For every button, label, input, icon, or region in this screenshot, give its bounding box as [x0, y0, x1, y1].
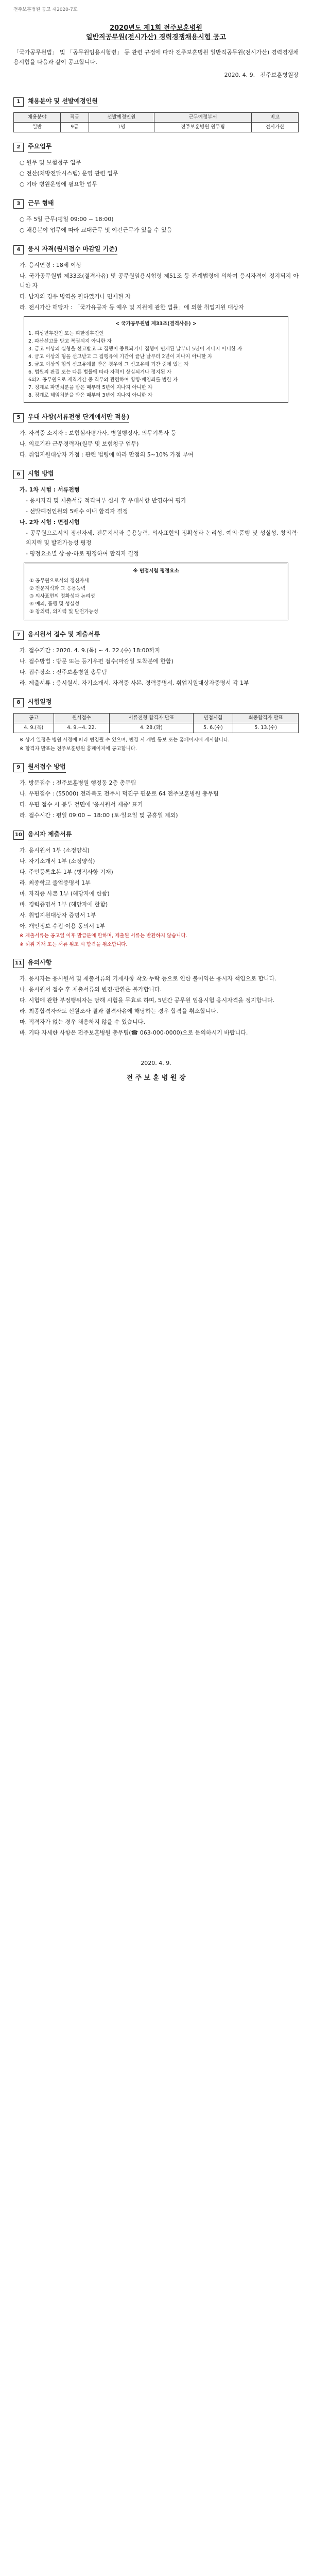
box-line: ⑤ 창의력, 의지력 및 발전가능성 — [29, 609, 98, 615]
box-line: 7. 징계로 파면처분을 받은 때부터 5년이 지나지 아니한 자 — [28, 385, 153, 391]
list-item: 나. 국가공무원법 제33조(결격사유) 및 공무원임용시험령 제51조 등 관계법령에 의하여 응시자격이 정지되지 아니한 자 — [20, 273, 299, 289]
list-item: 다. 접수장소 : 전주보훈병원 총무팀 — [20, 669, 107, 675]
table-header: 공고 — [14, 714, 54, 723]
table-header: 직급 — [61, 113, 89, 123]
list-item: 나. 2차 시험 : 면접시험 — [20, 519, 80, 526]
section-9-heading — [13, 762, 299, 773]
interview-criteria-box — [24, 563, 288, 620]
table-header: 최종합격자 발표 — [233, 714, 299, 723]
list-item: 마. 자격증 사본 1부 (해당자에 한함) — [20, 890, 110, 897]
box-line: 1. 피성년후견인 또는 피한정후견인 — [28, 331, 104, 336]
table-header: 비고 — [251, 113, 298, 123]
issue-date: 2020. 4. 9. — [224, 72, 255, 78]
section-number: 3 — [13, 199, 24, 209]
section-1-heading — [13, 96, 299, 107]
list-item: ○ 채용분야 업무에 따라 교대근무 및 야간근무가 있을 수 있음 — [20, 227, 172, 233]
box-line: 4. 금고 이상의 형을 선고받고 그 집행유예 기간이 끝난 날부터 2년이 지나지 아니한 자 — [28, 354, 213, 360]
intro-paragraph: 「국가공무원법」 및 「공무원임용시험령」 등 관련 규정에 따라 전주보훈병원 일반직공무원(전시가산) 경력경쟁채용시험을 다음과 같이 공고합니다. — [13, 49, 299, 65]
box-line: ④ 예의, 품행 및 성실성 — [29, 601, 80, 607]
section-8-heading — [13, 697, 299, 708]
list-item: 사. 취업지원대상자 증명서 1부 — [20, 912, 96, 919]
section-number: 5 — [13, 413, 24, 422]
list-item: 가. 1차 시험 : 서류전형 — [20, 486, 80, 493]
section-number: 6 — [13, 470, 24, 479]
section-title: 응시 자격(원서접수 마감일 기준) — [28, 244, 117, 255]
box-line: 3. 금고 이상의 실형을 선고받고 그 집행이 종료되거나 집행이 면제된 날부터 5년이 지나지 아니한 자 — [28, 346, 242, 352]
section-number: 8 — [13, 698, 24, 707]
section-title: 주요업무 — [28, 142, 51, 152]
list-item: 다. 시험에 관한 부정행위자는 당해 시험을 무효로 하며, 5년간 공무원 임용시험 응시자격을 정지합니다. — [20, 997, 275, 1004]
table-row — [14, 723, 299, 733]
list-item: ○ 전산(처방전달시스템) 운영 관련 업무 — [20, 170, 118, 177]
section-title: 채용분야 및 선발예정인원 — [28, 96, 98, 107]
table-header: 선발예정인원 — [89, 113, 154, 123]
section-11-heading — [13, 958, 299, 969]
list-item: 라. 제출서류 : 응시원서, 자기소개서, 자격증 사본, 경력증명서, 취업지원대상자증명서 각 1부 — [20, 680, 249, 686]
section-title: 원서접수 방법 — [28, 762, 66, 773]
table-cell: 9급 — [61, 123, 89, 132]
issuer: 전주보훈병원장 — [260, 72, 299, 78]
closing-date: 2020. 4. 9. — [141, 1060, 171, 1066]
list-item: ○ 원무 및 보험청구 업무 — [20, 159, 81, 166]
box-title: < 국가공무원법 제33조(결격사유) > — [115, 321, 197, 327]
box-title: ※ 면접시험 평정요소 — [133, 568, 179, 574]
box-line: 5. 금고 이상의 형의 선고유예를 받은 경우에 그 선고유예 기간 중에 있는 자 — [28, 362, 189, 367]
title-line-1: 2020년도 제1회 전주보훈병원 — [110, 24, 202, 32]
section-6-heading — [13, 469, 299, 480]
list-item: - 응시자격 및 제출서류 적격여부 심사 후 우대사항 반영하여 평가 — [26, 497, 186, 504]
list-item: 라. 접수시간 : 평일 09:00 ~ 18:00 (토·일요일 및 공휴일 제외) — [20, 812, 178, 819]
table-cell: 전시가산 — [251, 123, 298, 132]
list-item: 나. 자기소개서 1부 (소정양식) — [20, 858, 95, 865]
section-10-heading — [13, 829, 299, 840]
section-3-heading — [13, 198, 299, 209]
list-item: ○ 주 5일 근무(평일 09:00 ~ 18:00) — [20, 216, 114, 223]
section-title: 근무 형태 — [28, 198, 54, 209]
schedule-table — [13, 713, 299, 733]
issue-info — [13, 70, 299, 80]
list-item: 다. 남자의 경우 병역을 필하였거나 면제된 자 — [20, 293, 131, 300]
section-5-heading — [13, 412, 299, 423]
section-4-heading — [13, 244, 299, 255]
section-number: 1 — [13, 97, 24, 107]
list-item: 가. 응시자는 응시원서 및 제출서류의 기재사항 착오·누락 등으로 인한 불이익은 응시자 책임으로 합니다. — [20, 975, 276, 982]
list-item: 다. 취업지원대상자 가점 : 관련 법령에 따라 만점의 5~10% 가점 부여 — [20, 451, 194, 458]
list-item: 아. 개인정보 수집·이용 동의서 1부 — [20, 923, 106, 929]
doc-title — [66, 24, 246, 42]
title-line-2: 일반직공무원(전시가산) 경력경쟁채용시험 공고 — [85, 33, 227, 41]
list-item: 나. 응시원서 접수 후 제출서류의 변경·반환은 불가합니다. — [20, 986, 162, 993]
section-title: 시험일정 — [28, 697, 51, 708]
section-title: 유의사항 — [28, 958, 51, 969]
list-item: 다. 우편 접수 시 봉투 겉면에 '응시원서 재중' 표기 — [20, 801, 143, 808]
disqualification-box — [24, 316, 288, 403]
list-item: - 공무원으로서의 정신자세, 전문지식과 응용능력, 의사표현의 정확성과 논리성, 예의·품행 및 성실성, 창의력·의지력 및 발전가능성 평정 — [26, 530, 299, 546]
list-item: 라. 전시가산 해당자 : 「국가유공자 등 예우 및 지원에 관한 법률」에 의한 취업지원 대상자 — [20, 304, 244, 311]
box-line: 6의2. 공무원으로 재직기간 중 직무와 관련하여 횡령·배임죄를 범한 자 — [28, 377, 178, 383]
section-number: 11 — [13, 959, 24, 968]
table-cell: 4. 9.(목) — [14, 723, 54, 733]
list-item: 나. 접수방법 : 방문 또는 등기우편 접수(마감일 도착분에 한함) — [20, 658, 174, 665]
doc-number: 전주보훈병원 공고 제2020-7호 — [13, 7, 78, 12]
section-number: 4 — [13, 245, 24, 255]
box-line: ② 전문지식과 그 응용능력 — [29, 586, 86, 591]
box-line: ③ 의사표현의 정확성과 논리성 — [29, 594, 95, 599]
table-cell: 4. 28.(화) — [110, 723, 193, 733]
recruit-table — [13, 112, 299, 132]
list-item: 라. 최종합격자라도 신원조사 결과 결격사유에 해당하는 경우 합격을 취소합니다. — [20, 1008, 218, 1014]
list-item: 가. 방문접수 : 전주보훈병원 행정동 2층 총무팀 — [20, 779, 136, 786]
box-line: 8. 징계로 해임처분을 받은 때부터 3년이 지나지 아니한 자 — [28, 393, 153, 398]
table-cell: 1명 — [89, 123, 154, 132]
section-number: 7 — [13, 631, 24, 640]
note-line: ※ 제출서류는 공고일 이후 발급분에 한하며, 제출된 서류는 반환하지 않습니다. — [20, 933, 187, 939]
list-item: - 평정요소별 상·중·하로 평정하여 합격자 결정 — [26, 550, 139, 557]
table-cell: 전주보훈병원 원무팀 — [154, 123, 252, 132]
section-title: 시험 방법 — [28, 469, 54, 480]
table-cell: 5. 6.(수) — [193, 723, 233, 733]
list-item: - 선발예정인원의 5배수 이내 합격자 결정 — [26, 508, 128, 515]
list-item: 다. 주민등록초본 1부 (병적사항 기재) — [20, 869, 113, 875]
list-item: 가. 응시연령 : 18세 이상 — [20, 262, 82, 268]
list-item: 라. 최종학교 졸업증명서 1부 — [20, 879, 91, 886]
table-row — [14, 123, 299, 132]
table-cell: 4. 9.~4. 22. — [54, 723, 110, 733]
section-7-heading — [13, 630, 299, 640]
list-item: ○ 기타 병원운영에 필요한 업무 — [20, 181, 98, 188]
list-item: 나. 우편접수 : (55000) 전라북도 전주시 덕진구 편운로 64 전주보훈병원 총무팀 — [20, 790, 219, 797]
box-line: ① 공무원으로서의 정신자세 — [29, 578, 89, 584]
table-header: 면접시험 — [193, 714, 233, 723]
table-header: 서류전형 합격자 발표 — [110, 714, 193, 723]
table-header: 근무예정부서 — [154, 113, 252, 123]
table-header: 원서접수 — [54, 714, 110, 723]
list-item: 바. 기타 자세한 사항은 전주보훈병원 총무팀(☎ 063-000-0000)으로 문의하시기 바랍니다. — [20, 1029, 248, 1036]
section-title: 응시자 제출서류 — [28, 829, 72, 840]
table-cell: 5. 13.(수) — [233, 723, 299, 733]
section-2-heading — [13, 142, 299, 152]
box-line: 6. 법원의 판결 또는 다른 법률에 따라 자격이 상실되거나 정지된 자 — [28, 369, 171, 375]
note-line: ※ 상기 일정은 병원 사정에 따라 변경될 수 있으며, 변경 시 개별 통보 또는 홈페이지에 게시합니다. — [20, 737, 230, 743]
section-number: 10 — [13, 831, 24, 840]
note-line: ※ 합격자 발표는 전주보훈병원 홈페이지에 공고합니다. — [20, 746, 137, 752]
note-line: ※ 허위 기재 또는 서류 위조 시 합격을 취소합니다. — [20, 942, 128, 947]
section-number: 2 — [13, 143, 24, 152]
section-title: 우대 사항(서류전형 단계에서만 적용) — [28, 412, 129, 423]
table-cell: 일반 — [14, 123, 61, 132]
box-line: 2. 파산선고를 받고 복권되지 아니한 자 — [28, 338, 112, 344]
section-number: 9 — [13, 763, 24, 772]
list-item: 가. 응시원서 1부 (소정양식) — [20, 847, 90, 854]
table-header: 채용분야 — [14, 113, 61, 123]
closing-issuer: 전 주 보 훈 병 원 장 — [126, 1074, 186, 1082]
list-item: 마. 적격자가 없는 경우 채용하지 않을 수 있습니다. — [20, 1019, 145, 1025]
list-item: 가. 접수기간 : 2020. 4. 9.(목) ~ 4. 22.(수) 18:00까지 — [20, 647, 160, 654]
section-title: 응시원서 접수 및 제출서류 — [28, 630, 100, 640]
list-item: 바. 경력증명서 1부 (해당자에 한함) — [20, 901, 108, 908]
list-item: 나. 의료기관 근무경력자(원무 및 보험청구 업무) — [20, 440, 139, 447]
list-item: 가. 자격증 소지자 : 보험심사평가사, 병원행정사, 의무기록사 등 — [20, 430, 177, 436]
